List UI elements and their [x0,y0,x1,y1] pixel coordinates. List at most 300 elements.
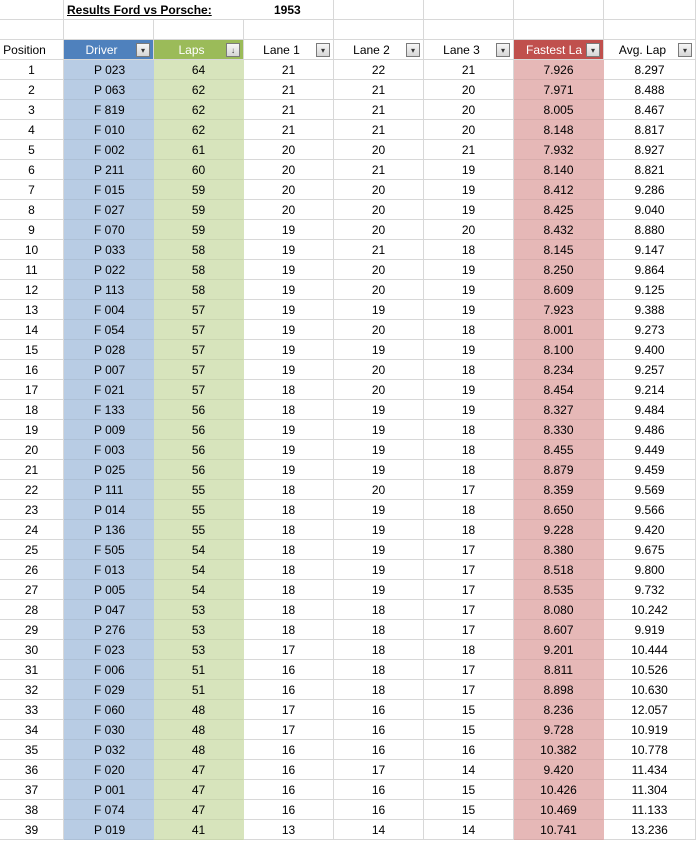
cell-fastest-lap[interactable]: 8.359 [514,480,604,500]
cell-lane-1[interactable]: 19 [244,240,334,260]
cell-laps[interactable]: 59 [154,200,244,220]
cell-blank[interactable] [244,20,334,40]
cell-lane-2[interactable]: 20 [334,140,424,160]
cell-position[interactable]: 28 [0,600,64,620]
cell-lane-3[interactable]: 21 [424,140,514,160]
cell-lane-1[interactable]: 16 [244,800,334,820]
cell-fastest-lap[interactable]: 8.607 [514,620,604,640]
cell-blank[interactable] [334,0,424,20]
cell-laps[interactable]: 47 [154,780,244,800]
cell-fastest-lap[interactable]: 8.140 [514,160,604,180]
cell-laps[interactable]: 57 [154,340,244,360]
cell-fastest-lap[interactable]: 8.455 [514,440,604,460]
cell-laps[interactable]: 51 [154,660,244,680]
cell-lane-1[interactable]: 19 [244,340,334,360]
cell-laps[interactable]: 48 [154,740,244,760]
cell-avg-lap[interactable]: 9.732 [604,580,696,600]
cell-avg-lap[interactable]: 9.400 [604,340,696,360]
cell-driver[interactable]: P 136 [64,520,154,540]
cell-avg-lap[interactable]: 8.821 [604,160,696,180]
cell-laps[interactable]: 62 [154,80,244,100]
cell-avg-lap[interactable]: 11.133 [604,800,696,820]
cell-lane-2[interactable]: 20 [334,280,424,300]
cell-driver[interactable]: P 276 [64,620,154,640]
cell-lane-3[interactable]: 19 [424,400,514,420]
cell-driver[interactable]: F 004 [64,300,154,320]
cell-lane-2[interactable]: 19 [334,400,424,420]
cell-lane-3[interactable]: 15 [424,700,514,720]
cell-lane-1[interactable]: 18 [244,580,334,600]
cell-lane-3[interactable]: 18 [424,500,514,520]
cell-position[interactable]: 25 [0,540,64,560]
cell-lane-3[interactable]: 18 [424,440,514,460]
cell-lane-3[interactable]: 19 [424,160,514,180]
cell-fastest-lap[interactable]: 7.932 [514,140,604,160]
cell-fastest-lap[interactable]: 10.741 [514,820,604,840]
cell-avg-lap[interactable]: 8.297 [604,60,696,80]
cell-position[interactable]: 17 [0,380,64,400]
cell-lane-1[interactable]: 19 [244,320,334,340]
cell-avg-lap[interactable]: 9.286 [604,180,696,200]
cell-avg-lap[interactable]: 8.880 [604,220,696,240]
cell-lane-3[interactable]: 17 [424,580,514,600]
cell-lane-2[interactable]: 20 [334,220,424,240]
cell-position[interactable]: 22 [0,480,64,500]
cell-lane-1[interactable]: 20 [244,200,334,220]
cell-lane-3[interactable]: 17 [424,480,514,500]
cell-laps[interactable]: 62 [154,120,244,140]
cell-laps[interactable]: 60 [154,160,244,180]
cell-lane-2[interactable]: 19 [334,420,424,440]
cell-position[interactable]: 35 [0,740,64,760]
cell-driver[interactable]: F 023 [64,640,154,660]
cell-laps[interactable]: 55 [154,520,244,540]
cell-lane-2[interactable]: 20 [334,480,424,500]
cell-lane-3[interactable]: 15 [424,800,514,820]
cell-position[interactable]: 33 [0,700,64,720]
cell-driver[interactable]: P 033 [64,240,154,260]
cell-lane-1[interactable]: 18 [244,380,334,400]
cell-driver[interactable]: P 113 [64,280,154,300]
header-laps[interactable] [154,40,244,60]
cell-fastest-lap[interactable]: 8.898 [514,680,604,700]
cell-laps[interactable]: 53 [154,640,244,660]
cell-position[interactable]: 34 [0,720,64,740]
cell-position[interactable]: 31 [0,660,64,680]
cell-lane-2[interactable]: 18 [334,620,424,640]
cell-avg-lap[interactable]: 10.778 [604,740,696,760]
header-lane-3[interactable] [424,40,514,60]
cell-driver[interactable]: P 025 [64,460,154,480]
cell-lane-1[interactable]: 21 [244,60,334,80]
cell-lane-3[interactable]: 19 [424,260,514,280]
cell-lane-3[interactable]: 15 [424,720,514,740]
cell-fastest-lap[interactable]: 8.425 [514,200,604,220]
cell-driver[interactable]: P 211 [64,160,154,180]
filter-dropdown-icon[interactable]: ▾ [136,43,150,57]
cell-lane-2[interactable]: 18 [334,680,424,700]
cell-position[interactable]: 29 [0,620,64,640]
cell-driver[interactable]: P 063 [64,80,154,100]
cell-position[interactable]: 20 [0,440,64,460]
cell-lane-2[interactable]: 18 [334,640,424,660]
cell-position[interactable]: 27 [0,580,64,600]
cell-position[interactable]: 9 [0,220,64,240]
cell-avg-lap[interactable]: 9.420 [604,520,696,540]
cell-lane-1[interactable]: 19 [244,440,334,460]
cell-fastest-lap[interactable]: 10.469 [514,800,604,820]
cell-laps[interactable]: 61 [154,140,244,160]
cell-lane-1[interactable]: 19 [244,460,334,480]
cell-lane-1[interactable]: 18 [244,620,334,640]
cell-avg-lap[interactable]: 9.147 [604,240,696,260]
cell-avg-lap[interactable]: 9.459 [604,460,696,480]
cell-driver[interactable]: F 133 [64,400,154,420]
cell-lane-2[interactable]: 19 [334,560,424,580]
cell-avg-lap[interactable]: 9.257 [604,360,696,380]
cell-lane-2[interactable]: 16 [334,800,424,820]
cell-position[interactable]: 39 [0,820,64,840]
cell-lane-2[interactable]: 20 [334,260,424,280]
cell-laps[interactable]: 56 [154,440,244,460]
cell-fastest-lap[interactable]: 8.148 [514,120,604,140]
cell-lane-3[interactable]: 14 [424,820,514,840]
cell-lane-2[interactable]: 19 [334,460,424,480]
cell-driver[interactable]: F 003 [64,440,154,460]
cell-position[interactable]: 19 [0,420,64,440]
header-driver[interactable] [64,40,154,60]
cell-laps[interactable]: 62 [154,100,244,120]
cell-position[interactable]: 13 [0,300,64,320]
cell-avg-lap[interactable]: 9.125 [604,280,696,300]
cell-fastest-lap[interactable]: 7.926 [514,60,604,80]
cell-laps[interactable]: 57 [154,300,244,320]
cell-driver[interactable]: P 028 [64,340,154,360]
cell-fastest-lap[interactable]: 8.250 [514,260,604,280]
cell-driver[interactable]: P 022 [64,260,154,280]
cell-position[interactable]: 7 [0,180,64,200]
cell-avg-lap[interactable]: 9.388 [604,300,696,320]
cell-avg-lap[interactable]: 9.484 [604,400,696,420]
cell-lane-3[interactable]: 17 [424,620,514,640]
cell-position[interactable]: 2 [0,80,64,100]
cell-laps[interactable]: 57 [154,320,244,340]
cell-avg-lap[interactable]: 9.864 [604,260,696,280]
cell-driver[interactable]: P 111 [64,480,154,500]
cell-laps[interactable]: 58 [154,260,244,280]
cell-lane-2[interactable]: 19 [334,340,424,360]
cell-position[interactable]: 11 [0,260,64,280]
cell-blank[interactable] [154,20,244,40]
cell-fastest-lap[interactable]: 8.518 [514,560,604,580]
cell-avg-lap[interactable]: 8.488 [604,80,696,100]
cell-lane-1[interactable]: 19 [244,420,334,440]
cell-lane-2[interactable]: 17 [334,760,424,780]
cell-lane-3[interactable]: 18 [424,460,514,480]
cell-lane-3[interactable]: 19 [424,200,514,220]
cell-lane-3[interactable]: 19 [424,300,514,320]
cell-driver[interactable]: F 060 [64,700,154,720]
cell-avg-lap[interactable]: 10.444 [604,640,696,660]
cell-lane-3[interactable]: 20 [424,220,514,240]
cell-lane-3[interactable]: 18 [424,320,514,340]
filter-dropdown-icon[interactable]: ▾ [406,43,420,57]
cell-laps[interactable]: 51 [154,680,244,700]
cell-avg-lap[interactable]: 10.526 [604,660,696,680]
sort-descending-icon[interactable]: ↓ [226,43,240,57]
cell-lane-1[interactable]: 16 [244,760,334,780]
cell-lane-2[interactable]: 18 [334,600,424,620]
cell-lane-1[interactable]: 18 [244,600,334,620]
cell-lane-1[interactable]: 18 [244,400,334,420]
cell-avg-lap[interactable]: 8.467 [604,100,696,120]
cell-avg-lap[interactable]: 9.040 [604,200,696,220]
cell-fastest-lap[interactable]: 8.412 [514,180,604,200]
cell-lane-1[interactable]: 18 [244,480,334,500]
cell-laps[interactable]: 58 [154,240,244,260]
filter-dropdown-icon[interactable]: ▾ [586,43,600,57]
cell-fastest-lap[interactable]: 8.432 [514,220,604,240]
cell-avg-lap[interactable]: 9.919 [604,620,696,640]
cell-laps[interactable]: 59 [154,180,244,200]
cell-fastest-lap[interactable]: 8.145 [514,240,604,260]
cell-driver[interactable]: F 074 [64,800,154,820]
cell-fastest-lap[interactable]: 8.234 [514,360,604,380]
cell-fastest-lap[interactable]: 8.100 [514,340,604,360]
cell-lane-1[interactable]: 19 [244,220,334,240]
cell-lane-1[interactable]: 17 [244,640,334,660]
cell-lane-2[interactable]: 20 [334,180,424,200]
header-avg-lap[interactable] [604,40,696,60]
cell-position[interactable]: 16 [0,360,64,380]
cell-blank[interactable] [0,20,64,40]
cell-lane-2[interactable]: 18 [334,660,424,680]
cell-fastest-lap[interactable]: 10.382 [514,740,604,760]
cell-blank[interactable] [334,20,424,40]
cell-fastest-lap[interactable]: 8.330 [514,420,604,440]
cell-laps[interactable]: 57 [154,380,244,400]
cell-laps[interactable]: 55 [154,500,244,520]
cell-fastest-lap[interactable]: 8.080 [514,600,604,620]
cell-avg-lap[interactable]: 9.214 [604,380,696,400]
cell-fastest-lap[interactable]: 8.535 [514,580,604,600]
cell-lane-3[interactable]: 18 [424,420,514,440]
cell-laps[interactable]: 58 [154,280,244,300]
header-fastest-lap[interactable] [514,40,604,60]
cell-lane-1[interactable]: 20 [244,160,334,180]
cell-avg-lap[interactable]: 8.817 [604,120,696,140]
cell-lane-2[interactable]: 21 [334,120,424,140]
cell-fastest-lap[interactable]: 7.923 [514,300,604,320]
cell-lane-3[interactable]: 19 [424,280,514,300]
cell-blank[interactable] [424,0,514,20]
cell-laps[interactable]: 53 [154,600,244,620]
cell-laps[interactable]: 48 [154,700,244,720]
cell-lane-3[interactable]: 19 [424,180,514,200]
cell-lane-1[interactable]: 19 [244,260,334,280]
cell-driver[interactable]: P 019 [64,820,154,840]
cell-laps[interactable]: 41 [154,820,244,840]
cell-fastest-lap[interactable]: 8.609 [514,280,604,300]
cell-fastest-lap[interactable]: 8.454 [514,380,604,400]
cell-lane-3[interactable]: 18 [424,360,514,380]
cell-lane-3[interactable]: 17 [424,600,514,620]
cell-avg-lap[interactable]: 8.927 [604,140,696,160]
cell-driver[interactable]: F 015 [64,180,154,200]
cell-lane-3[interactable]: 17 [424,680,514,700]
cell-driver[interactable]: F 819 [64,100,154,120]
cell-lane-2[interactable]: 16 [334,700,424,720]
cell-lane-2[interactable]: 20 [334,380,424,400]
cell-avg-lap[interactable]: 9.569 [604,480,696,500]
cell-lane-3[interactable]: 19 [424,340,514,360]
cell-lane-2[interactable]: 21 [334,80,424,100]
cell-lane-1[interactable]: 18 [244,500,334,520]
cell-driver[interactable]: P 023 [64,60,154,80]
cell-fastest-lap[interactable]: 8.811 [514,660,604,680]
results-title[interactable]: Results Ford vs Porsche: [64,0,244,20]
cell-lane-1[interactable]: 16 [244,780,334,800]
cell-fastest-lap[interactable]: 8.327 [514,400,604,420]
cell-lane-2[interactable]: 14 [334,820,424,840]
cell-lane-3[interactable]: 15 [424,780,514,800]
cell-driver[interactable]: F 020 [64,760,154,780]
cell-laps[interactable]: 47 [154,800,244,820]
cell-avg-lap[interactable]: 9.800 [604,560,696,580]
cell-fastest-lap[interactable]: 9.420 [514,760,604,780]
header-lane-2[interactable] [334,40,424,60]
cell-lane-1[interactable]: 17 [244,720,334,740]
cell-lane-3[interactable]: 20 [424,100,514,120]
cell-avg-lap[interactable]: 9.486 [604,420,696,440]
cell-lane-1[interactable]: 17 [244,700,334,720]
cell-avg-lap[interactable]: 9.675 [604,540,696,560]
cell-lane-2[interactable]: 20 [334,320,424,340]
cell-avg-lap[interactable]: 10.919 [604,720,696,740]
cell-lane-1[interactable]: 16 [244,660,334,680]
cell-avg-lap[interactable]: 10.630 [604,680,696,700]
cell-laps[interactable]: 59 [154,220,244,240]
cell-fastest-lap[interactable]: 9.201 [514,640,604,660]
cell-lane-2[interactable]: 16 [334,740,424,760]
cell-position[interactable]: 1 [0,60,64,80]
cell-driver[interactable]: F 027 [64,200,154,220]
cell-avg-lap[interactable]: 9.273 [604,320,696,340]
cell-driver[interactable]: P 014 [64,500,154,520]
cell-driver[interactable]: F 505 [64,540,154,560]
cell-lane-1[interactable]: 13 [244,820,334,840]
cell-lane-2[interactable]: 19 [334,300,424,320]
cell-fastest-lap[interactable]: 8.005 [514,100,604,120]
cell-lane-2[interactable]: 20 [334,200,424,220]
cell-driver[interactable]: F 070 [64,220,154,240]
cell-lane-1[interactable]: 21 [244,80,334,100]
cell-lane-2[interactable]: 22 [334,60,424,80]
cell-driver[interactable]: F 030 [64,720,154,740]
cell-lane-3[interactable]: 18 [424,240,514,260]
cell-blank[interactable] [604,20,696,40]
cell-lane-3[interactable]: 19 [424,380,514,400]
cell-laps[interactable]: 48 [154,720,244,740]
cell-position[interactable]: 6 [0,160,64,180]
cell-driver[interactable]: F 021 [64,380,154,400]
cell-lane-3[interactable]: 18 [424,520,514,540]
cell-position[interactable]: 15 [0,340,64,360]
cell-position[interactable]: 5 [0,140,64,160]
cell-position[interactable]: 14 [0,320,64,340]
cell-fastest-lap[interactable]: 10.426 [514,780,604,800]
cell-lane-2[interactable]: 16 [334,780,424,800]
cell-lane-2[interactable]: 19 [334,520,424,540]
cell-blank[interactable] [604,0,696,20]
cell-position[interactable]: 38 [0,800,64,820]
cell-lane-1[interactable]: 18 [244,520,334,540]
cell-driver[interactable]: F 029 [64,680,154,700]
cell-position[interactable]: 37 [0,780,64,800]
cell-blank[interactable] [0,0,64,20]
cell-lane-3[interactable]: 17 [424,540,514,560]
cell-lane-1[interactable]: 21 [244,120,334,140]
filter-dropdown-icon[interactable]: ▾ [678,43,692,57]
cell-blank[interactable] [64,20,154,40]
cell-driver[interactable]: F 010 [64,120,154,140]
cell-lane-2[interactable]: 20 [334,360,424,380]
cell-position[interactable]: 12 [0,280,64,300]
cell-avg-lap[interactable]: 9.566 [604,500,696,520]
cell-position[interactable]: 10 [0,240,64,260]
cell-driver[interactable]: P 005 [64,580,154,600]
cell-position[interactable]: 4 [0,120,64,140]
cell-lane-3[interactable]: 17 [424,660,514,680]
cell-avg-lap[interactable]: 12.057 [604,700,696,720]
cell-laps[interactable]: 56 [154,460,244,480]
cell-driver[interactable]: P 009 [64,420,154,440]
cell-fastest-lap[interactable]: 8.001 [514,320,604,340]
cell-position[interactable]: 23 [0,500,64,520]
cell-lane-2[interactable]: 19 [334,540,424,560]
cell-driver[interactable]: F 013 [64,560,154,580]
cell-lane-3[interactable]: 16 [424,740,514,760]
cell-blank[interactable] [514,20,604,40]
cell-driver[interactable]: F 002 [64,140,154,160]
cell-lane-2[interactable]: 21 [334,100,424,120]
cell-fastest-lap[interactable]: 7.971 [514,80,604,100]
cell-lane-1[interactable]: 16 [244,680,334,700]
cell-position[interactable]: 8 [0,200,64,220]
cell-driver[interactable]: F 006 [64,660,154,680]
cell-avg-lap[interactable]: 11.434 [604,760,696,780]
cell-lane-2[interactable]: 19 [334,500,424,520]
cell-lane-1[interactable]: 18 [244,540,334,560]
cell-position[interactable]: 36 [0,760,64,780]
cell-driver[interactable]: P 047 [64,600,154,620]
cell-lane-1[interactable]: 20 [244,140,334,160]
filter-dropdown-icon[interactable]: ▾ [496,43,510,57]
cell-laps[interactable]: 64 [154,60,244,80]
cell-position[interactable]: 24 [0,520,64,540]
cell-position[interactable]: 18 [0,400,64,420]
cell-position[interactable]: 26 [0,560,64,580]
cell-blank[interactable] [424,20,514,40]
cell-blank[interactable] [514,0,604,20]
cell-lane-3[interactable]: 20 [424,120,514,140]
cell-lane-1[interactable]: 19 [244,360,334,380]
cell-laps[interactable]: 57 [154,360,244,380]
cell-fastest-lap[interactable]: 9.228 [514,520,604,540]
filter-dropdown-icon[interactable]: ▾ [316,43,330,57]
cell-fastest-lap[interactable]: 8.380 [514,540,604,560]
cell-driver[interactable]: F 054 [64,320,154,340]
